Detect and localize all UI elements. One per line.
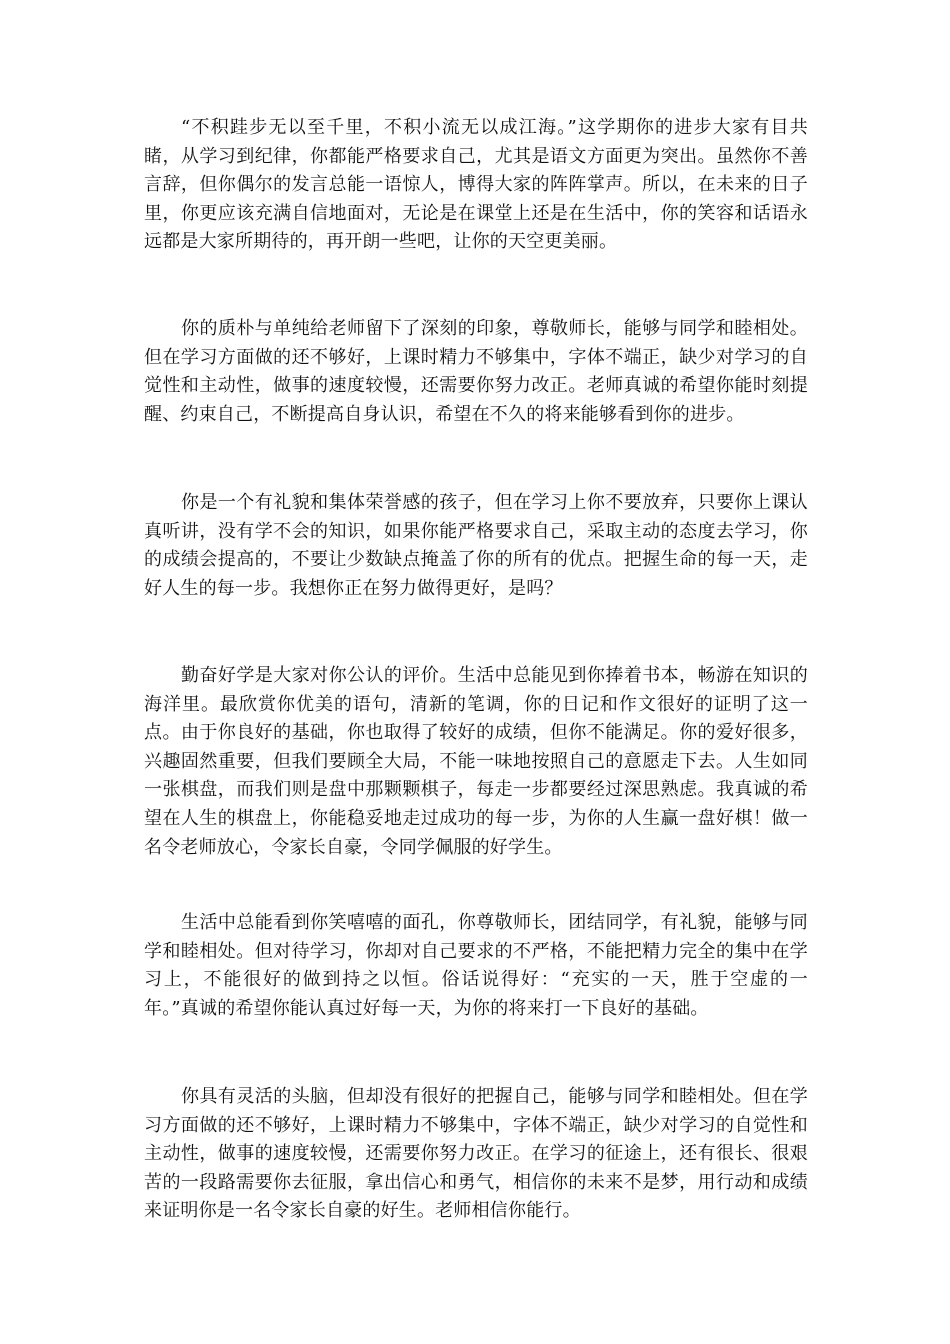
comment-paragraph-5: 生活中总能看到你笑嘻嘻的面孔，你尊敬师长，团结同学，有礼貌，能够与同学和睦相处。但对待学习，你却对自己要求的不严格，不能把精力完全的集中在学习上，不能很好的做到持之以恒。俗话说得好：“充实的一天，胜于空虚的一年。”真诚的希望你能认真过好每一天，为你的将来打一下良好的基础。: [144, 912, 808, 1019]
comment-paragraph-2: 你的质朴与单纯给老师留下了深刻的印象，尊敬师长，能够与同学和睦相处。但在学习方面做的还不够好，上课时精力不够集中，字体不端正，缺少对学习的自觉性和主动性，做事的速度较慢，还需要你努力改正。老师真诚的希望你能时刻提醒、约束自己，不断提高自身认识，希望在不久的将来能够看到你的进步。: [144, 318, 808, 425]
comment-paragraph-1: “不积跬步无以至千里，不积小流无以成江海。”这学期你的进步大家有目共睹，从学习到纪律，你都能严格要求自己，尤其是语文方面更为突出。虽然你不善言辞，但你偶尔的发言总能一语惊人，博得大家的阵阵掌声。所以，在未来的日子里，你更应该充满自信地面对，无论是在课堂上还是在生活中，你的笑容和话语永远都是大家所期待的，再开朗一些吧，让你的天空更美丽。: [144, 117, 808, 253]
comment-paragraph-4: 勤奋好学是大家对你公认的评价。生活中总能见到你捧着书本，畅游在知识的海洋里。最欣赏你优美的语句，清新的笔调，你的日记和作文很好的证明了这一点。由于你良好的基础，你也取得了较好的成绩，但你不能满足。你的爱好很多，兴趣固然重要，但我们要顾全大局，不能一味地按照自己的意愿走下去。人生如同一张棋盘，而我们则是盘中那颗颗棋子，每走一步都要经过深思熟虑。我真诚的希望在人生的棋盘上，你能稳妥地走过成功的每一步，为你的人生赢一盘好棋！做一名令老师放心，令家长自豪，令同学佩服的好学生。: [144, 665, 808, 858]
comment-paragraph-3: 你是一个有礼貌和集体荣誉感的孩子，但在学习上你不要放弃，只要你上课认真听讲，没有学不会的知识，如果你能严格要求自己，采取主动的态度去学习，你的成绩会提高的，不要让少数缺点掩盖了你的所有的优点。把握生命的每一天，走好人生的每一步。我想你正在努力做得更好，是吗？: [144, 492, 808, 599]
comment-paragraph-6: 你具有灵活的头脑，但却没有很好的把握自己，能够与同学和睦相处。但在学习方面做的还不够好，上课时精力不够集中，字体不端正，缺少对学习的自觉性和主动性，做事的速度较慢，还需要你努力改正。在学习的征途上，还有很长、很艰苦的一段路需要你去征服，拿出信心和勇气，相信你的未来不是梦，用行动和成绩来证明你是一名令家长自豪的好生。老师相信你能行。: [144, 1086, 808, 1222]
